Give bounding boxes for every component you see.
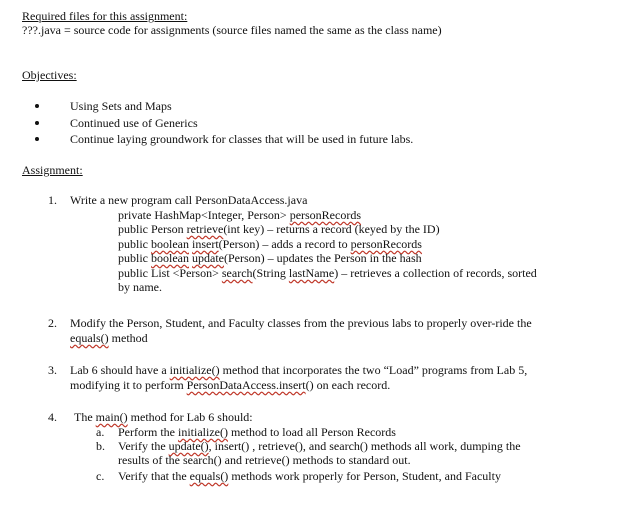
sub-text: Verify the <box>118 439 169 453</box>
item3-text: modifying it to perform <box>70 378 187 392</box>
code-text: (String <box>252 266 289 280</box>
sub-text: , insert() , retrieve(), and search() methods all work, dumping the <box>208 439 521 453</box>
bullet-icon <box>35 121 39 125</box>
code-line <box>118 251 422 265</box>
item3-line <box>70 378 390 392</box>
code-text: ) – retrieves a collection of records, sorted <box>334 266 537 280</box>
code-text: (Person) – adds a record to <box>218 237 351 251</box>
code-identifier: initialize() <box>169 363 220 377</box>
sub-text: methods work properly for Person, Student, and Faculty <box>228 469 501 483</box>
code-identifier: search <box>221 266 253 280</box>
item2-text: method <box>108 331 148 345</box>
code-line <box>118 266 537 280</box>
item2-line: Modify the Person, Student, and Faculty classes from the previous labs to properly over-ride the <box>70 316 532 330</box>
objectives-heading: Objectives: <box>22 68 77 82</box>
code-identifier: insert <box>192 237 219 251</box>
code-identifier: lastName <box>288 266 335 280</box>
sub-text: Perform the <box>118 425 178 439</box>
code-identifier: personRecords <box>350 237 422 251</box>
item-number: 1. <box>48 193 57 207</box>
sub-item-a <box>118 425 396 439</box>
item3-text: () on each record. <box>305 378 391 392</box>
sub-label: c. <box>96 469 105 483</box>
code-line <box>118 237 422 251</box>
item-number: 4. <box>48 410 57 424</box>
code-identifier: update <box>192 251 224 265</box>
objective-item: Using Sets and Maps <box>70 99 172 113</box>
code-text: public List <Person> <box>118 266 222 280</box>
sub-text: Verify that the <box>118 469 190 483</box>
sub-text: method to load all Person Records <box>227 425 396 439</box>
item2-line <box>70 331 148 345</box>
code-text: (int key) – returns a record (keyed by the ID) <box>223 222 440 236</box>
objective-item: Continued use of Generics <box>70 116 198 130</box>
code-identifier: boolean <box>151 251 189 265</box>
code-identifier: initialize() <box>177 425 228 439</box>
code-identifier: retrieve <box>186 222 224 236</box>
code-line <box>118 208 361 222</box>
item3-text: method that incorporates the two “Load” programs from Lab 5, <box>219 363 528 377</box>
required-files-title: Required files for this assignment: <box>22 9 188 23</box>
item1-text: Write a new program call PersonDataAccess.java <box>70 193 308 207</box>
item4-intro <box>74 410 253 424</box>
item-number: 2. <box>48 316 57 330</box>
code-identifier: equals() <box>70 331 109 345</box>
files-line: ???.java = source code for assignments (source files named the same as the class name) <box>22 23 442 37</box>
code-identifier: equals() <box>189 469 229 483</box>
code-identifier: PersonDataAccess.insert <box>186 378 306 392</box>
item3-text: Lab 6 should have a <box>70 363 170 377</box>
sub-label: a. <box>96 425 105 439</box>
code-line: by name. <box>118 280 162 294</box>
code-line <box>118 222 440 236</box>
code-identifier: main() <box>95 410 128 424</box>
code-identifier: update() <box>168 439 209 453</box>
bullet-icon <box>35 137 39 141</box>
item4-text: The <box>74 410 96 424</box>
code-text: public Person <box>118 222 187 236</box>
sub-label: b. <box>96 439 105 453</box>
item3-line <box>70 363 527 377</box>
code-text: private HashMap<Integer, Person> <box>118 208 290 222</box>
sub-item-c <box>118 469 501 483</box>
code-text: public <box>118 251 151 265</box>
sub-item-b-cont: results of the search() and retrieve() methods to standard out. <box>118 453 411 467</box>
code-text: (Person) – updates the Person in the hash <box>224 251 422 265</box>
bullet-icon <box>35 104 39 108</box>
code-identifier: boolean <box>151 237 189 251</box>
assignment-heading: Assignment: <box>22 163 83 177</box>
objective-item: Continue laying groundwork for classes that will be used in future labs. <box>70 132 414 146</box>
code-text: public <box>118 237 151 251</box>
item-number: 3. <box>48 363 57 377</box>
code-identifier: personRecords <box>289 208 362 222</box>
sub-item-b <box>118 439 521 453</box>
item4-text: method for Lab 6 should: <box>127 410 253 424</box>
